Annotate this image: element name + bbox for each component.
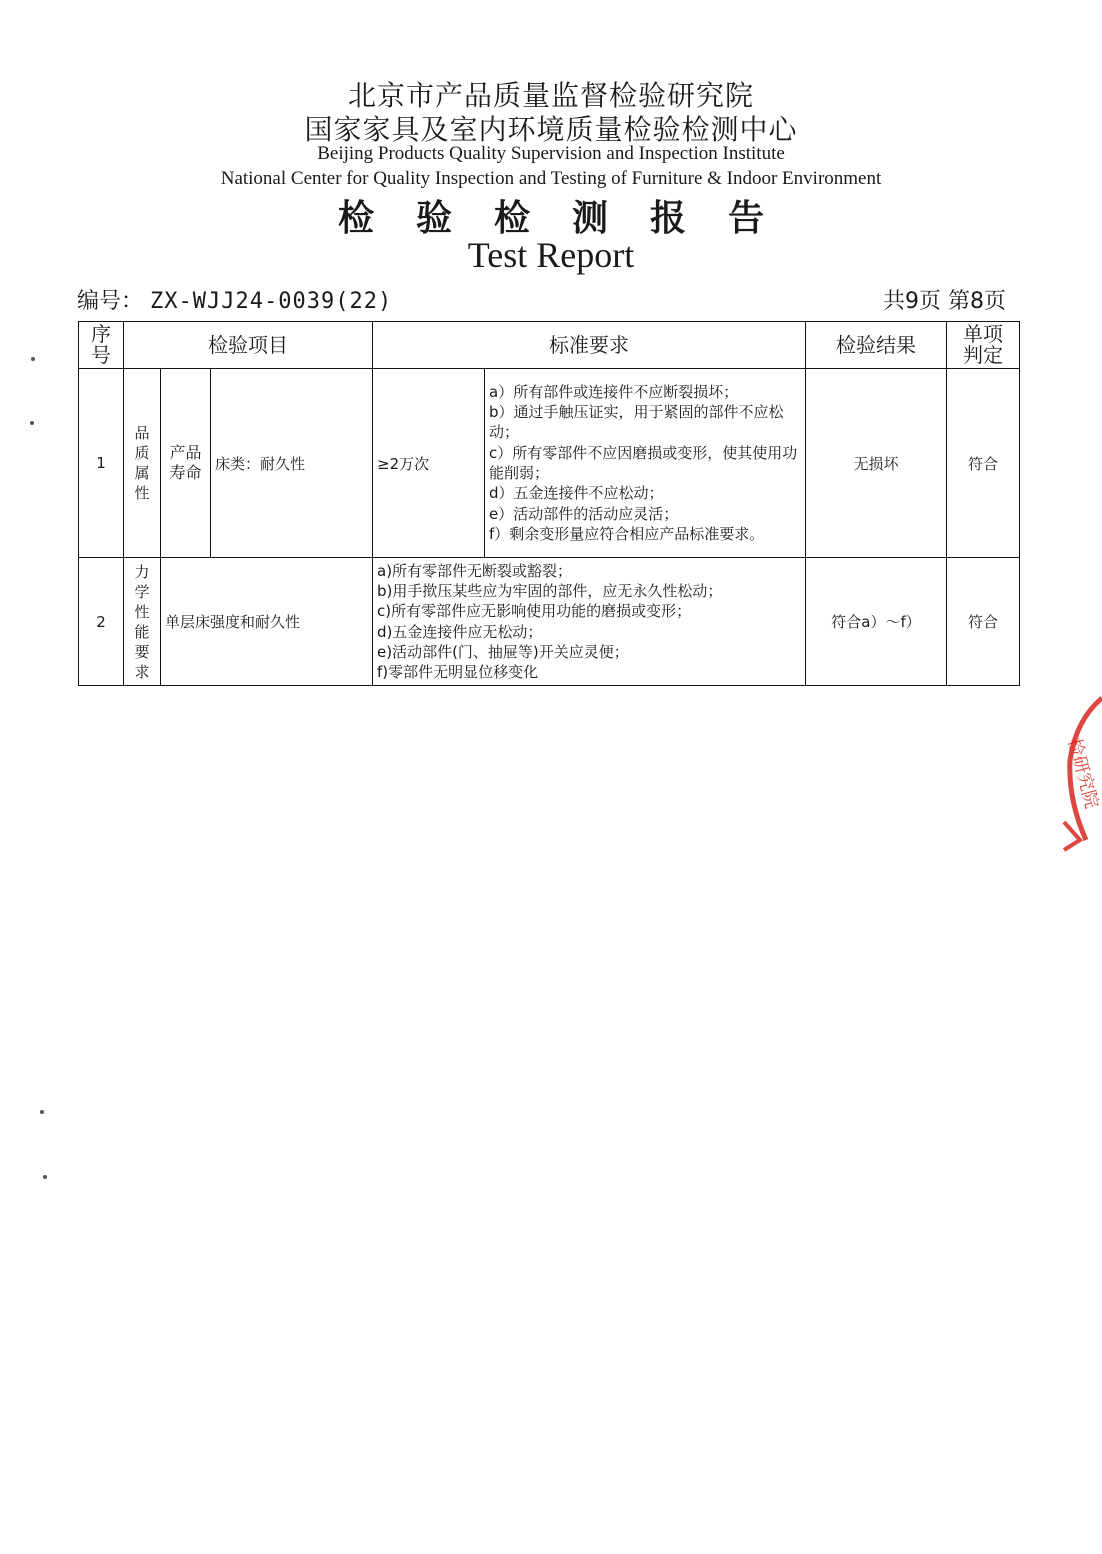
row-1-category-char: 性 — [134, 484, 150, 502]
report-number — [77, 284, 392, 315]
row-2-result: 符合a）～f） — [806, 558, 947, 686]
requirement-line: b）通过手触压证实，用于紧固的部件不应松动； — [489, 403, 784, 442]
org-name-cn-1: 北京市产品质量监督检验研究院 — [347, 79, 754, 112]
header-judgement — [947, 322, 1020, 369]
header-seq-line-1: 序 — [91, 322, 111, 346]
row-2-category-char: 求 — [134, 662, 150, 681]
row-2-category — [124, 558, 161, 686]
row-1-category — [124, 369, 161, 558]
report-number-value: ZX-WJJ24-0039(22) — [150, 289, 393, 314]
requirement-line: f）剩余变形量应符合相应产品标准要求。 — [489, 524, 765, 543]
header-result: 检验结果 — [806, 322, 947, 369]
row-1-category-char: 品 — [134, 424, 150, 442]
row-2-category-char: 力 — [134, 562, 150, 581]
row-1-subcategory-line: 产品 — [169, 443, 202, 462]
requirement-line: b)用手揿压某些应为牢固的部件，应无永久性松动； — [377, 581, 723, 600]
header-item: 检验项目 — [124, 322, 373, 369]
table-row — [79, 558, 1020, 686]
table-header-row — [79, 322, 1020, 369]
requirement-line: c）所有零部件不应因磨损或变形，使其使用功能削弱； — [489, 443, 798, 482]
header-seq — [79, 322, 124, 369]
header-standard: 标准要求 — [373, 322, 806, 369]
row-2-category-char: 能 — [134, 622, 150, 641]
requirement-line: d)五金连接件应无松动； — [377, 622, 543, 641]
row-1-category-char: 属 — [134, 464, 150, 482]
inspection-seal-stamp — [1056, 690, 1102, 854]
org-name-en-1: Beijing Products Quality Supervision and Inspection Institute — [317, 143, 785, 164]
inspection-table — [78, 321, 1020, 686]
row-2-seq: 2 — [79, 558, 124, 686]
table-row — [79, 369, 1020, 558]
scan-speck — [30, 421, 34, 425]
requirement-line: f)零部件无明显位移变化 — [377, 663, 539, 682]
scan-speck — [31, 357, 35, 361]
report-title-cn: 检验检测报告 — [337, 198, 806, 239]
row-2-category-char: 性 — [134, 602, 150, 621]
header-judgement-line-2: 判定 — [963, 343, 1003, 367]
requirement-line: e)活动部件(门、抽屉等)开关应灵便； — [377, 642, 629, 661]
header-judgement-line-1: 单项 — [963, 322, 1003, 346]
requirement-line: e）活动部件的活动应灵活； — [489, 504, 679, 523]
row-1-judgement: 符合 — [947, 369, 1020, 558]
org-name-en-2: National Center for Quality Inspection and Testing of Furniture & Indoor Environment — [220, 168, 882, 189]
requirement-line: a）所有部件或连接件不应断裂损坏； — [489, 382, 739, 401]
page-info: 共9页 第8页 — [883, 289, 1006, 314]
row-2-category-char: 学 — [134, 582, 150, 601]
row-2-requirements — [373, 558, 806, 686]
row-1-criterion: ≥2万次 — [373, 369, 485, 558]
row-2-judgement: 符合 — [947, 558, 1020, 686]
row-1-requirements — [485, 369, 806, 558]
row-2-item: 单层床强度和耐久性 — [161, 558, 373, 686]
header-seq-line-2: 号 — [91, 343, 111, 367]
row-1-seq: 1 — [79, 369, 124, 558]
requirement-line: a)所有零部件无断裂或豁裂； — [377, 561, 573, 580]
org-name-cn-2: 国家家具及室内环境质量检验检测中心 — [304, 113, 798, 146]
requirement-line: c)所有零部件应无影响使用功能的磨损或变形； — [377, 602, 692, 621]
scan-speck — [40, 1110, 44, 1114]
row-2-category-char: 要 — [134, 642, 150, 661]
row-1-item: 床类：耐久性 — [211, 369, 373, 558]
row-1-subcategory — [161, 369, 211, 558]
row-1-category-char: 质 — [134, 444, 150, 462]
report-number-label: 编号： — [77, 289, 144, 314]
row-1-result: 无损坏 — [806, 369, 947, 558]
row-1-subcategory-line: 寿命 — [169, 463, 202, 482]
svg-text:检研究院: 检研究院 — [1063, 735, 1102, 811]
report-title-en: Test Report — [467, 235, 635, 275]
scan-speck — [43, 1175, 47, 1179]
requirement-line: d）五金连接件不应松动； — [489, 484, 664, 503]
